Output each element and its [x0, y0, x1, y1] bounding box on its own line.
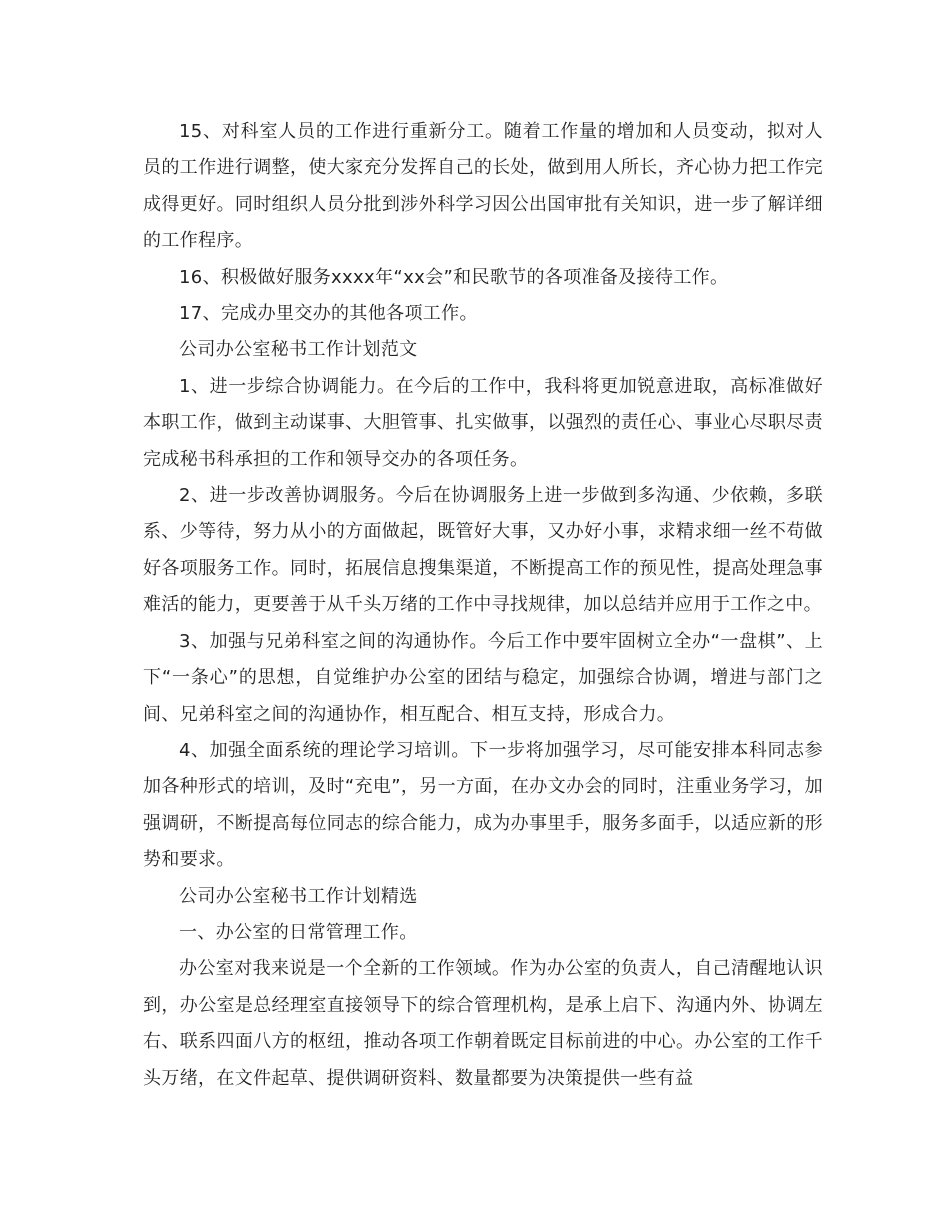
section-heading-sample: 公司办公室秘书工作计划范文	[179, 339, 418, 361]
paragraph-item-1: 1、进一步综合协调能力。在今后的工作中，我科将更加锐意进取，高标准做好本职工作，做到主动谋事、大胆管事、扎实做事，以强烈的责任心、事业心尽职尽责完成秘书科承担的工作和领导交办的各项任务。	[143, 375, 823, 470]
paragraph-item-4: 4、加强全面系统的理论学习培训。下一步将加强学习，尽可能安排本科同志参加各种形式的培训，及时“充电”，另一方面，在办文办会的同时，注重业务学习，加强调研，不断提高每位同志的综合能力，成为办事里手，服务多面手，以适应新的形势和要求。	[143, 739, 823, 871]
subsection-heading-daily-management: 一、办公室的日常管理工作。	[179, 921, 418, 943]
section-heading-selected: 公司办公室秘书工作计划精选	[179, 885, 418, 907]
paragraph-item-16: 16、积极做好服务xxxx年“xx会”和民歌节的各项准备及接待工作。	[179, 266, 729, 288]
paragraph-item-17: 17、完成办里交办的其他各项工作。	[179, 303, 478, 325]
paragraph-item-3: 3、加强与兄弟科室之间的沟通协作。今后工作中要牢固树立全办“一盘棋”、上下“一条心”的思想，自觉维护办公室的团结与稳定，加强综合协调，增进与部门之间、兄弟科室之间的沟通协作，相互配合、相互支持，形成合力。	[143, 630, 823, 725]
paragraph-item-2: 2、进一步改善协调服务。今后在协调服务上进一步做到多沟通、少依赖，多联系、少等待，努力从小的方面做起，既管好大事，又办好小事，求精求细一丝不苟做好各项服务工作。同时，拓展信息搜集渠道，不断提高工作的预见性，提高处理急事难活的能力，更要善于从千头万绪的工作中寻找规律，加以总结并应用于工作之中。	[143, 485, 823, 616]
paragraph-item-15: 15、对科室人员的工作进行重新分工。随着工作量的增加和人员变动，拟对人员的工作进行调整，使大家充分发挥自己的长处，做到用人所长，齐心协力把工作完成得更好。同时组织人员分批到涉外科学习因公出国审批有关知识，进一步了解详细的工作程序。	[143, 121, 823, 252]
document-body	[143, 114, 823, 1097]
paragraph-office-intro: 办公室对我来说是一个全新的工作领域。作为办公室的负责人，自己清醒地认识到，办公室是总经理室直接领导下的综合管理机构，是承上启下、沟通内外、协调左右、联系四面八方的枢纽，推动各项工作朝着既定目标前进的中心。办公室的工作千头万绪，在文件起草、提供调研资料、数量都要为决策提供一些有益	[143, 958, 823, 1089]
